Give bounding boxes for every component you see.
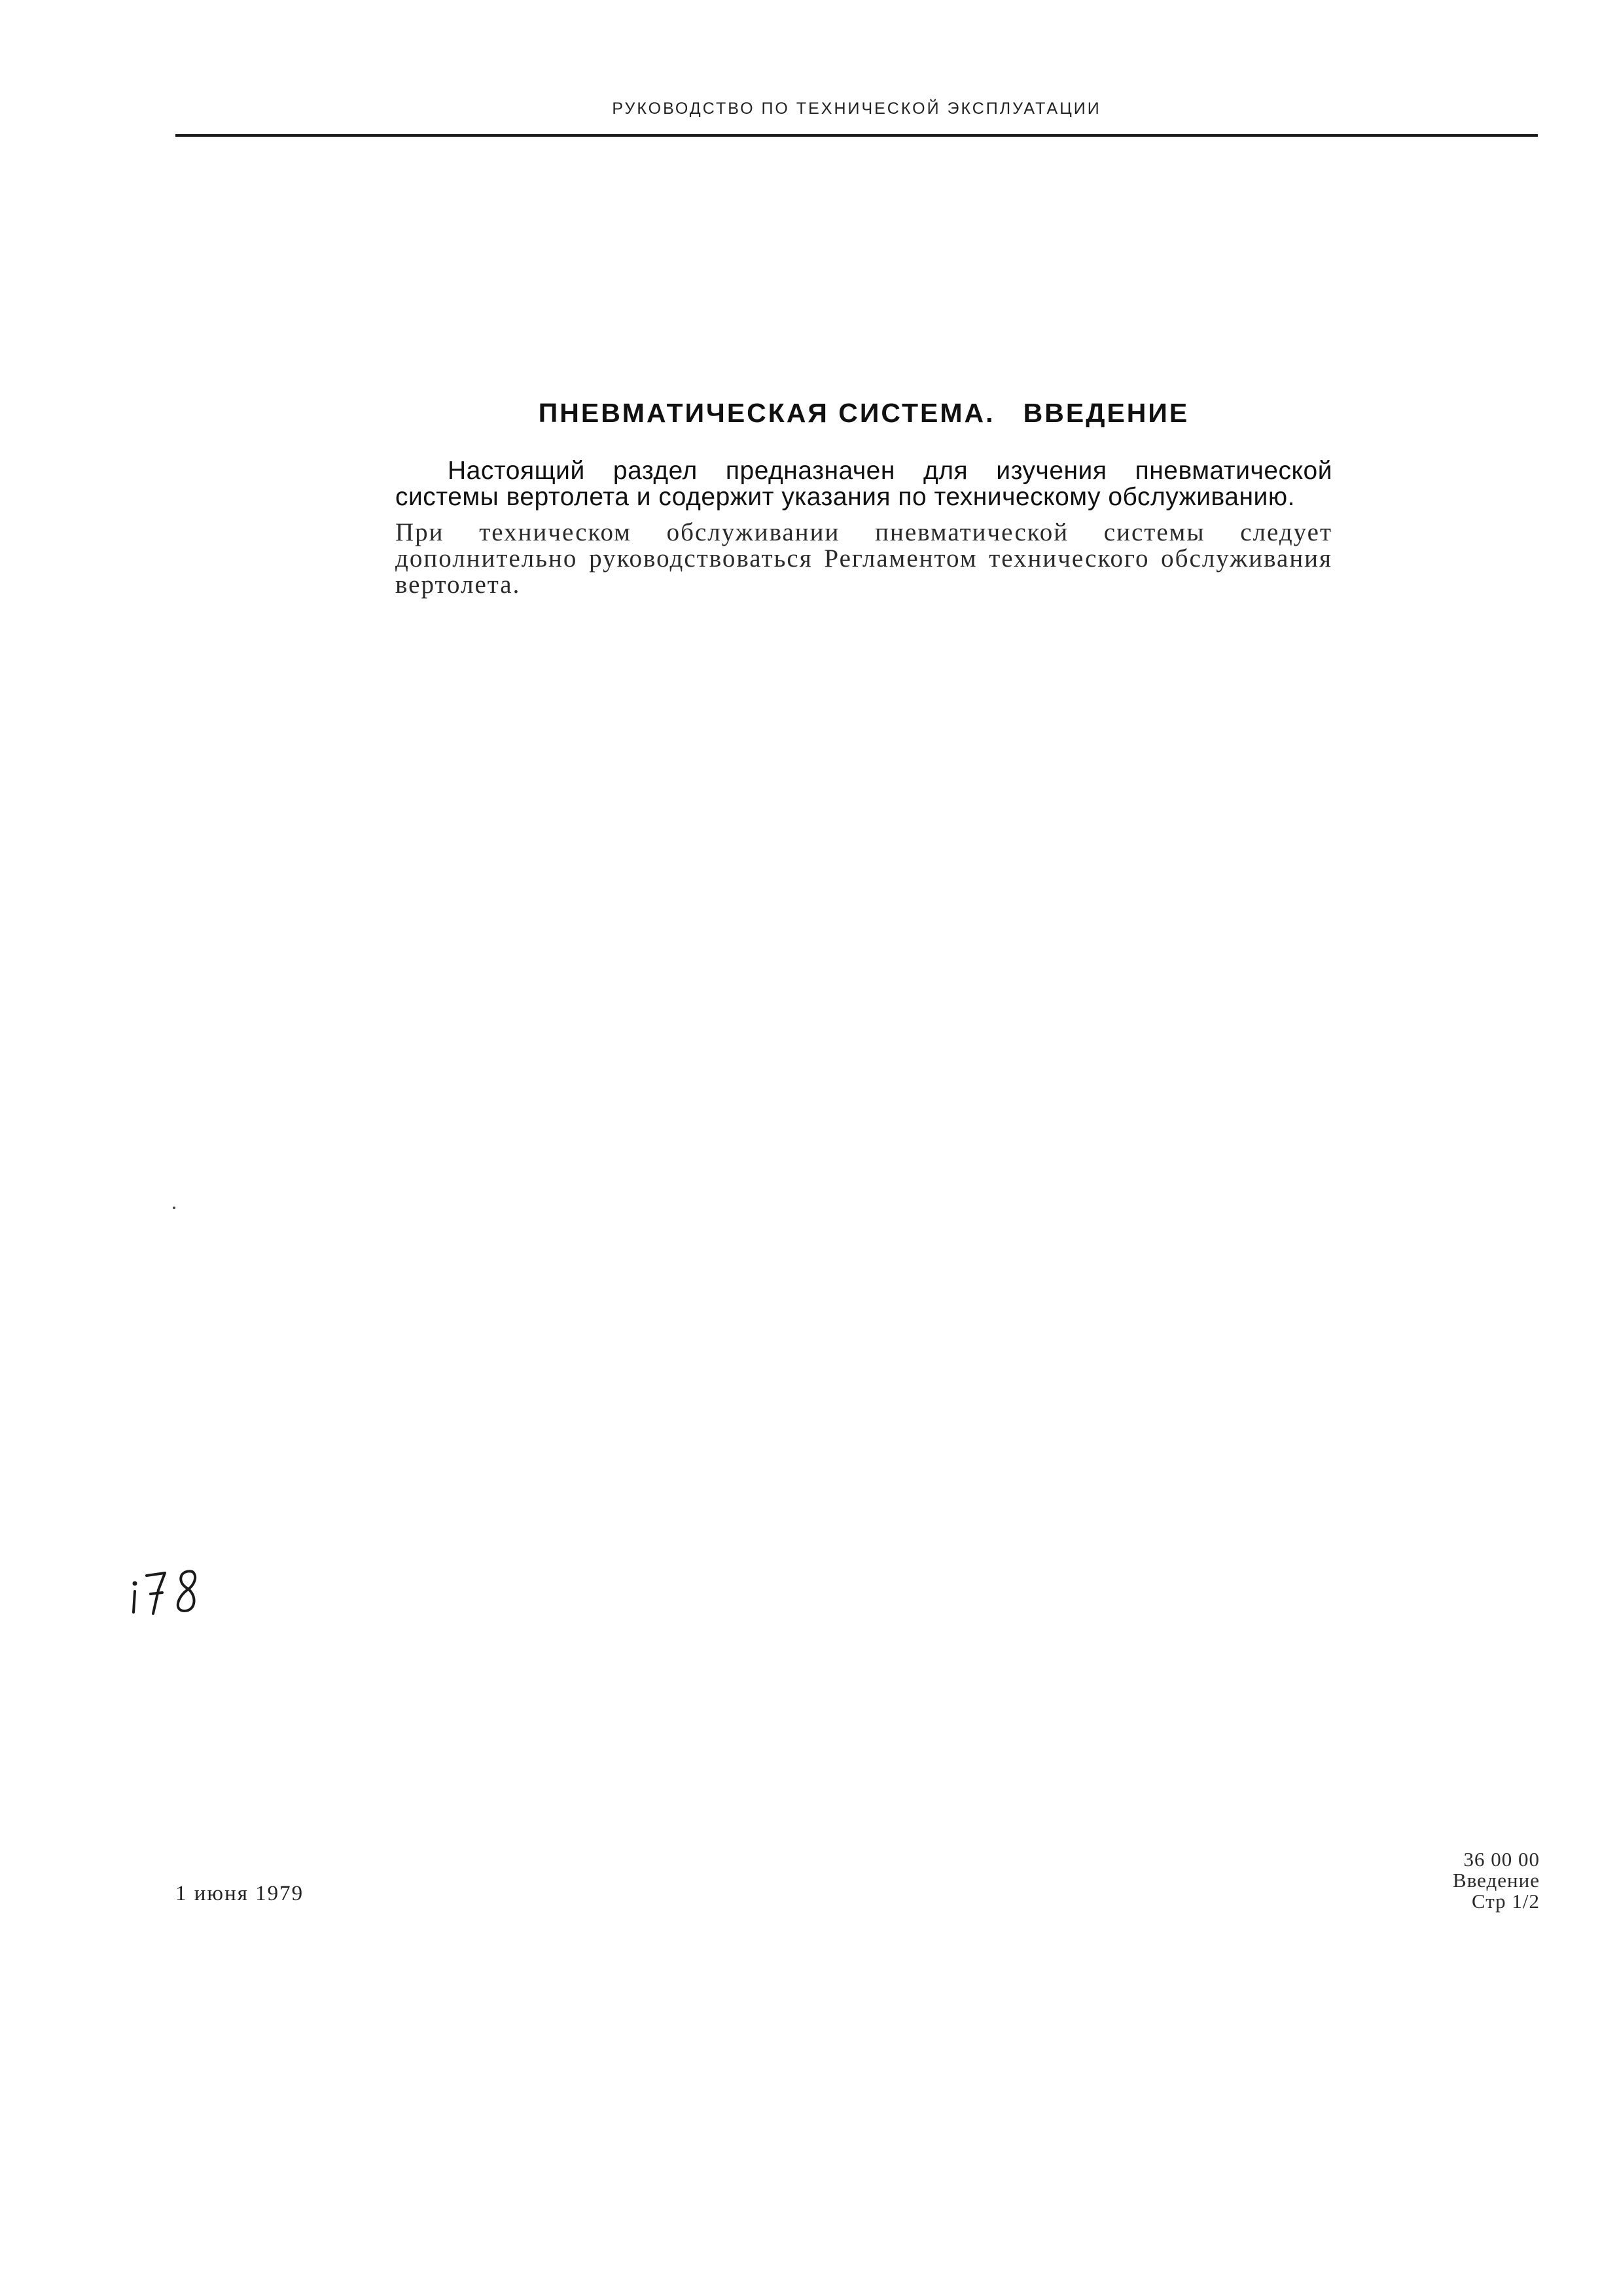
body-text xyxy=(395,458,1332,598)
footer-reference xyxy=(1453,1849,1540,1912)
header-rule xyxy=(175,134,1538,137)
section-label: Введение xyxy=(1453,1869,1540,1892)
handwritten-page-number xyxy=(120,1557,212,1616)
scan-speck xyxy=(173,1207,175,1209)
section-title: ПНЕВМАТИЧЕСКАЯ СИСТЕМА. ВВЕДЕНИЕ xyxy=(538,398,1190,428)
page-number: Стр 1/2 xyxy=(1471,1890,1540,1913)
paragraph-purpose: Настоящий раздел предназначен для изучения пневматической системы вертолета и содержит указания по техническому обслуживанию. xyxy=(395,457,1332,511)
footer-date: 1 июня 1979 xyxy=(175,1882,304,1905)
chapter-code: 36 00 00 xyxy=(1463,1848,1540,1871)
running-header: РУКОВОДСТВО ПО ТЕХНИЧЕСКОЙ ЭКСПЛУАТАЦИИ xyxy=(612,99,1101,118)
paragraph-maintenance: При техническом обслуживании пневматической системы следует дополнительно руководствоваться Регламентом технического обслуживания вертолета. xyxy=(395,518,1332,599)
